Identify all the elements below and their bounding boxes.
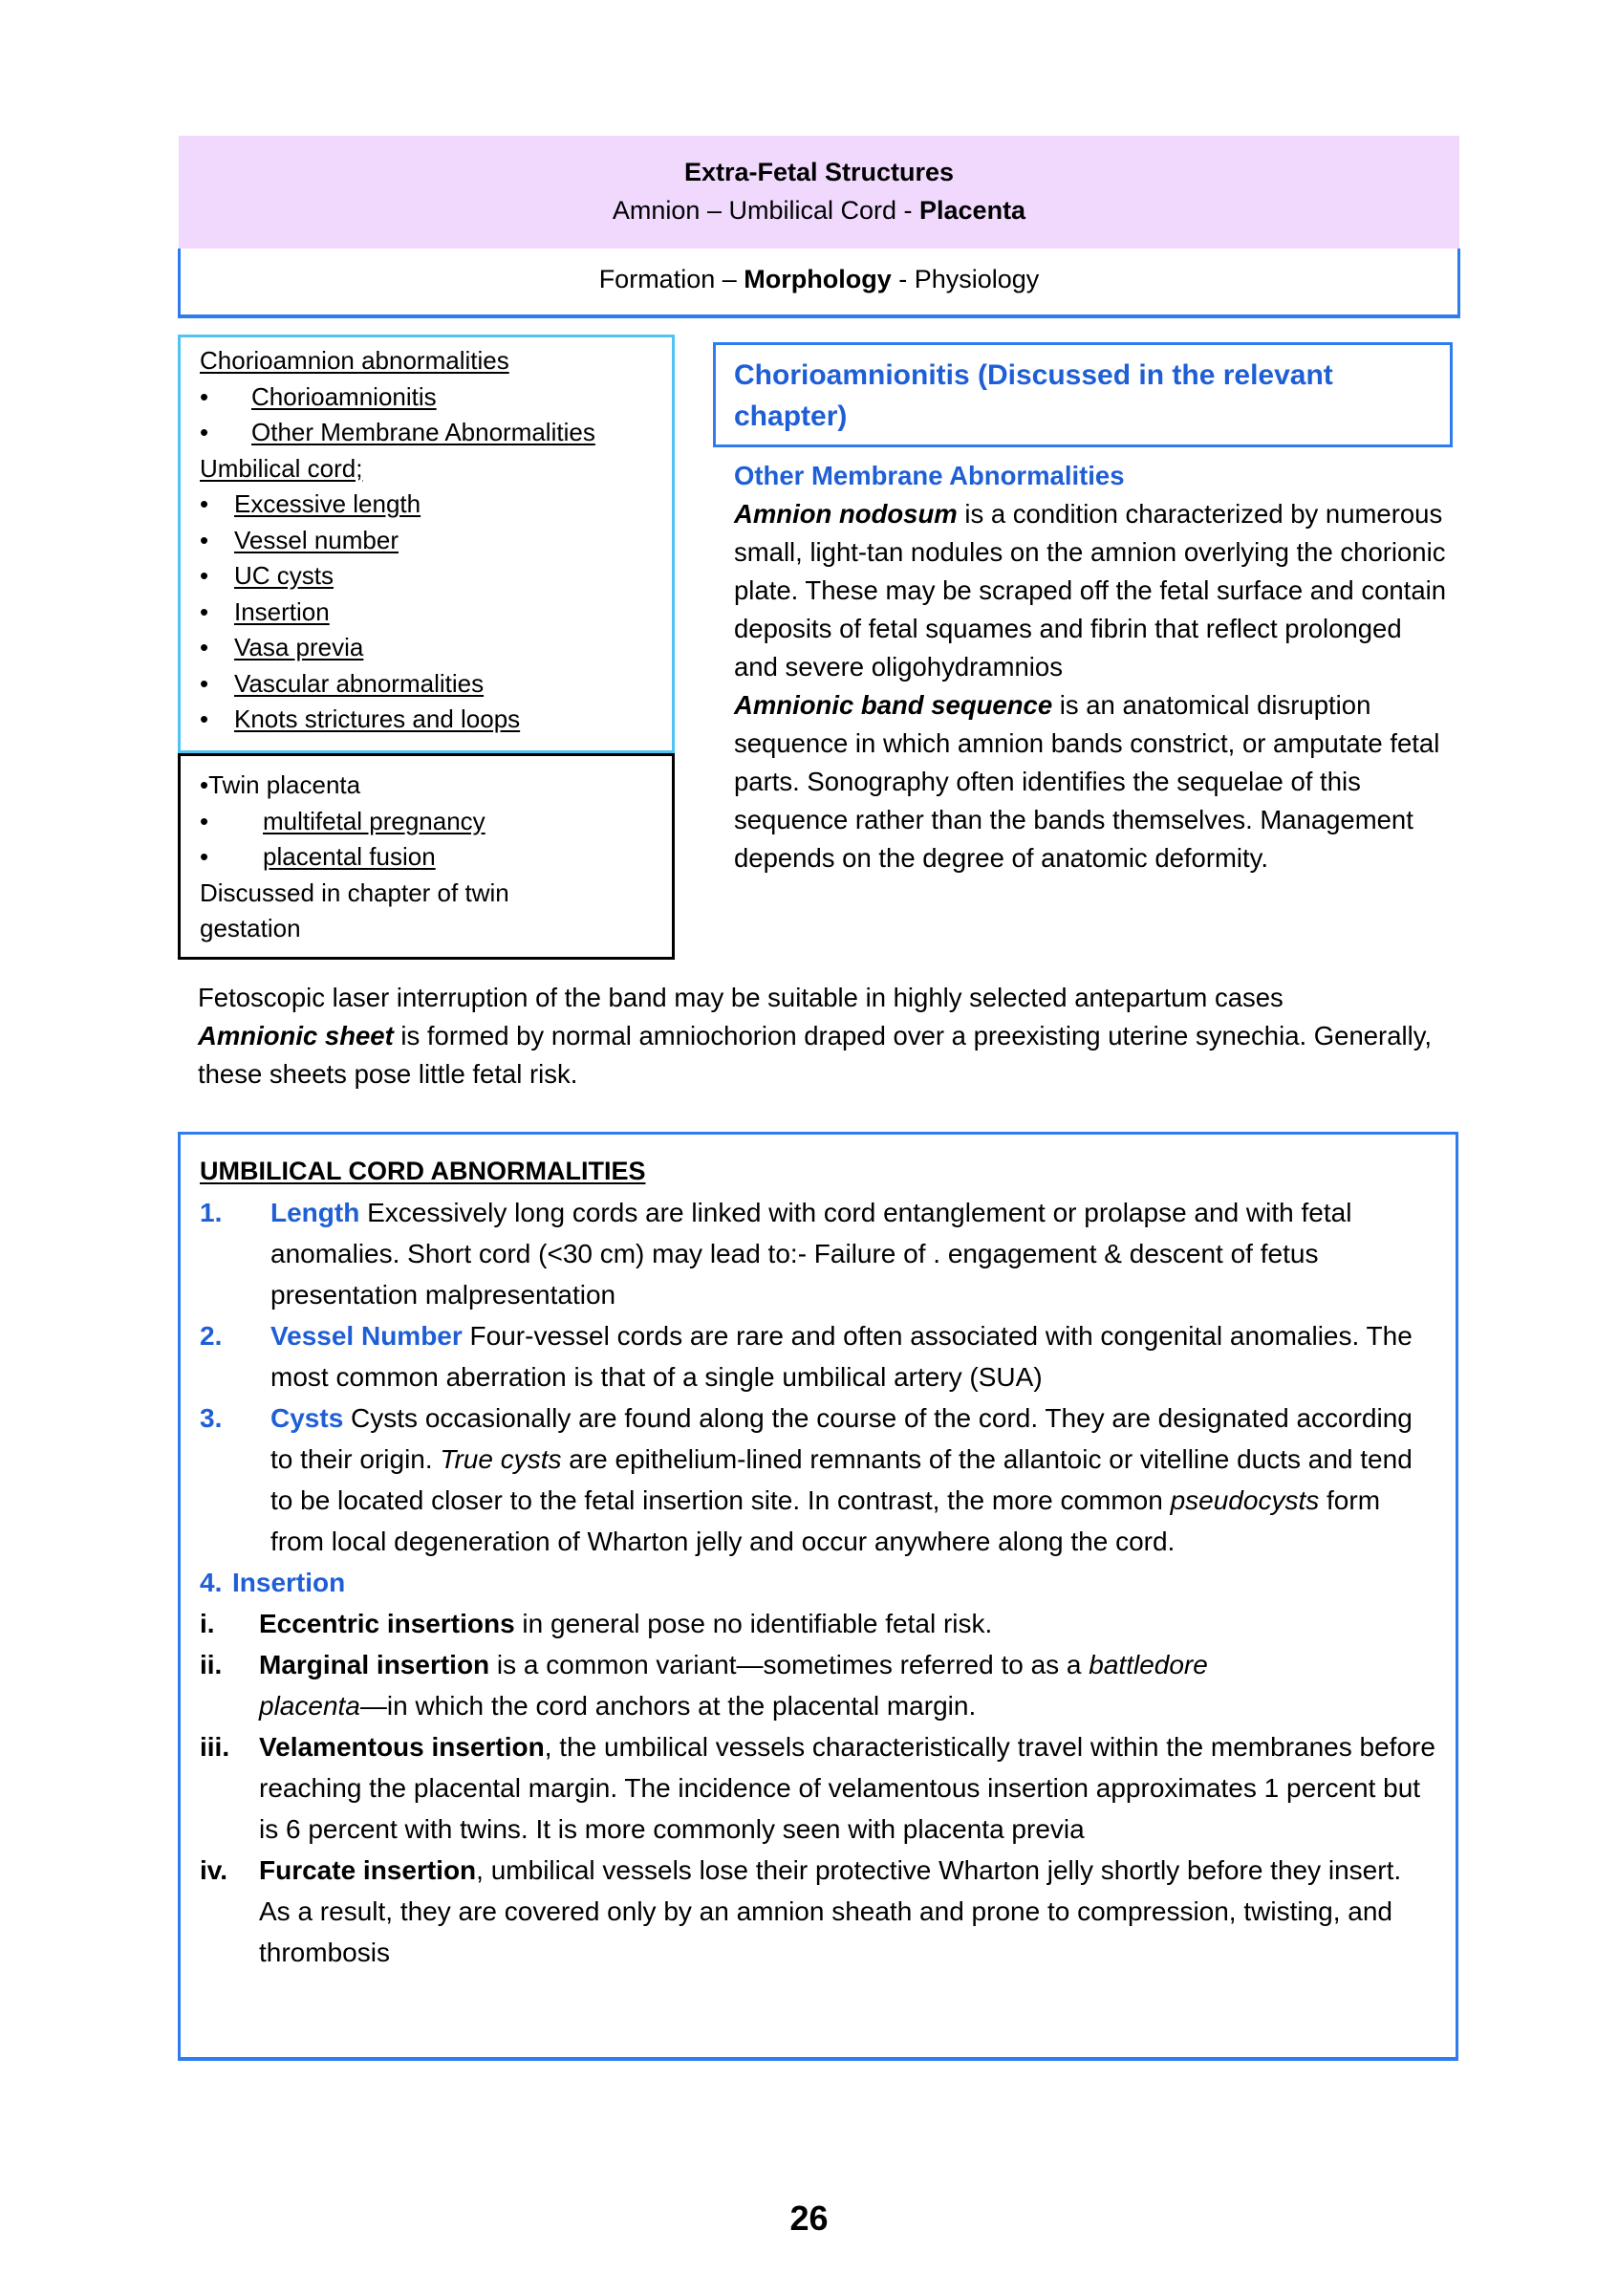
insertion-furcate (200, 1850, 1456, 1973)
uc-title: UMBILICAL CORD ABNORMALITIES (200, 1157, 646, 1185)
toc-link-other-membrane[interactable]: Other Membrane Abnormalities (251, 418, 595, 446)
item-text: form from local degeneration of Wharton jelly and occur anywhere along the cord. (270, 1485, 1381, 1556)
term-amnionic-sheet: Amnionic sheet (198, 1021, 394, 1051)
toc-link-placental-fusion[interactable]: placental fusion (263, 842, 436, 871)
header-subtitle (179, 191, 1459, 229)
chorioamnionitis-title: Chorioamnionitis (Discussed in the relevant chapter) (734, 359, 1333, 432)
toc-link-vessel-number[interactable]: Vessel number (234, 525, 399, 554)
item-number: 2. (200, 1321, 223, 1351)
chorioamnionitis-box (713, 342, 1453, 447)
item-term: Length (270, 1198, 360, 1227)
uc-item-insertion (200, 1562, 1456, 1603)
toc-item[interactable] (200, 487, 672, 523)
other-membrane-heading: Other Membrane Abnormalities (734, 461, 1125, 490)
bullet-icon: • (200, 596, 209, 626)
umbilical-cord-box (178, 1132, 1458, 2061)
term-true-cysts: True cysts (440, 1444, 562, 1474)
page-number: 26 (789, 2199, 829, 2238)
term-amnion-nodosum: Amnion nodosum (734, 499, 958, 529)
item-number: 3. (200, 1403, 223, 1433)
toc-link-multifetal[interactable]: multifetal pregnancy (263, 806, 485, 835)
band-sequence-text: is an anatomical disruption sequence in which amnion bands constrict, or amputate fetal parts. Sonography often identifies the sequelae of this sequence rather than the bands themselves. Management depends on the degree of anatomic deformity. (734, 690, 1440, 873)
term-band-sequence: Amnionic band sequence (734, 690, 1053, 720)
insertion-term: Velamentous insertion (259, 1732, 545, 1762)
roman-numeral: i. (200, 1609, 215, 1638)
header-title: Extra-Fetal Structures (683, 158, 955, 186)
nav-morphology: Morphology (744, 265, 892, 293)
amnionic-sheet-paragraph (198, 1017, 1459, 1094)
item-term: Cysts (270, 1403, 344, 1433)
item-text: Excessively long cords are linked with cord entanglement or prolapse and with fetal anomalies. Short cord (<30 cm) may lead to:- Failure of . engagement & descent of fetus presentation malpresentation (270, 1198, 1352, 1310)
toc-item[interactable] (200, 804, 672, 840)
toc-item[interactable] (200, 379, 672, 416)
toc-item[interactable] (200, 523, 672, 559)
roman-numeral: iii. (200, 1732, 230, 1762)
toc-item[interactable] (200, 702, 672, 738)
amnion-nodosum-paragraph (734, 495, 1451, 686)
toc-link-insertion[interactable]: Insertion (234, 596, 330, 626)
bullet-icon: • (200, 525, 209, 554)
bullet-icon: • (200, 704, 209, 733)
bullet-icon: • (200, 418, 209, 446)
item-text: Four-vessel cords are rare and often associated with congenital anomalies. The most common aberration is that of a single umbilical artery (SUA) (270, 1321, 1413, 1392)
band-sequence-paragraph (734, 686, 1451, 877)
twin-box (178, 753, 675, 960)
toc-link-chorioamnionitis[interactable]: Chorioamnionitis (251, 381, 437, 411)
toc-item[interactable] (200, 630, 672, 666)
term-battledore-placenta: battledore placenta (259, 1650, 1208, 1721)
item-term: Insertion (232, 1568, 346, 1597)
item-term: Vessel Number (270, 1321, 463, 1351)
bullet-icon: • (200, 806, 209, 835)
roman-numeral: ii. (200, 1650, 223, 1679)
insertion-term: Marginal insertion (259, 1650, 490, 1679)
fetoscopic-line: Fetoscopic laser interruption of the band may be suitable in highly selected antepartum cases (198, 983, 1284, 1012)
toc-link-knots[interactable]: Knots strictures and loops (234, 704, 521, 733)
item-text: Cysts occasionally are found along the course of the cord. They are designated according to their origin. (270, 1403, 1413, 1474)
uc-item-length (200, 1192, 1456, 1315)
amnionic-sheet-section (198, 979, 1459, 1094)
toc-box (178, 335, 675, 753)
insertion-text: is a common variant—sometimes referred to as a (489, 1650, 1089, 1679)
insertion-text: in general pose no identifiable fetal risk. (514, 1609, 993, 1638)
nav-physiology: - Physiology (891, 265, 1040, 293)
uc-item-vessel-number (200, 1315, 1456, 1397)
roman-numeral: iv. (200, 1855, 228, 1885)
insertion-text: —in which the cord anchors at the placental margin. (359, 1691, 977, 1721)
term-pseudocysts: pseudocysts (1170, 1485, 1320, 1515)
toc-link-vasa-previa[interactable]: Vasa previa (234, 633, 364, 661)
item-text: are epithelium-lined remnants of the allantoic or vitelline ducts and tend to be located closer to the fetal insertion site. In contrast, the more common (270, 1444, 1413, 1515)
bullet-icon: • (200, 842, 209, 871)
bullet-icon: • (200, 561, 209, 590)
insertion-term: Eccentric insertions (259, 1609, 515, 1638)
header-nav (178, 249, 1460, 318)
uc-item-cysts (200, 1397, 1456, 1562)
bullet-icon: • (200, 381, 209, 411)
toc-item[interactable] (200, 839, 672, 876)
item-number: 1. (200, 1198, 223, 1227)
nav-formation: Formation – (598, 265, 744, 293)
toc-item[interactable] (200, 415, 672, 451)
twin-heading: •Twin placenta (200, 770, 361, 799)
toc-heading-umbilical-cord[interactable]: Umbilical cord; (200, 453, 363, 483)
toc-heading-chorioamnion[interactable]: Chorioamnion abnormalities (200, 346, 509, 375)
twin-note: Discussed in chapter of twin gestation (200, 877, 509, 942)
header-subtitle-bold: Placenta (919, 196, 1026, 225)
bullet-icon: • (200, 668, 209, 698)
amnion-nodosum-text: is a condition characterized by numerous small, light-tan nodules on the amnion overlying the chorionic plate. These may be scraped off the fetal surface and contain deposits of fetal squames and fibrin that reflect prolonged and severe oligohydramnios (734, 499, 1447, 682)
bullet-icon: • (200, 489, 209, 518)
toc-link-excessive-length[interactable]: Excessive length (234, 489, 421, 518)
membrane-section (734, 457, 1451, 877)
header-subtitle-text: Amnion – Umbilical Cord - (612, 196, 920, 225)
insertion-eccentric (200, 1603, 1456, 1644)
insertion-text: , the umbilical vessels characteristically travel within the membranes before reaching the placental margin. The incidence of velamentous insertion approximates 1 percent but is 6 percent with twins. It is more commonly seen with placenta previa (259, 1732, 1435, 1844)
insertion-text: , umbilical vessels lose their protective Wharton jelly shortly before they insert. As a result, they are covered only by an amnion sheath and prone to compression, twisting, and thrombosis (259, 1855, 1402, 1967)
amnionic-sheet-text: is formed by normal amniochorion draped over a preexisting uterine synechia. Generally, these sheets pose little fetal risk. (198, 1021, 1433, 1089)
insertion-term: Furcate insertion (259, 1855, 477, 1885)
insertion-marginal (200, 1644, 1456, 1726)
insertion-velamentous (200, 1726, 1456, 1850)
toc-item[interactable] (200, 595, 672, 631)
item-number: 4. (200, 1568, 223, 1597)
toc-item[interactable] (200, 666, 672, 703)
toc-item[interactable] (200, 558, 672, 595)
toc-link-uc-cysts[interactable]: UC cysts (234, 561, 334, 590)
bullet-icon: • (200, 633, 209, 661)
header-banner (179, 136, 1459, 249)
toc-link-vascular-abnormalities[interactable]: Vascular abnormalities (234, 668, 485, 698)
